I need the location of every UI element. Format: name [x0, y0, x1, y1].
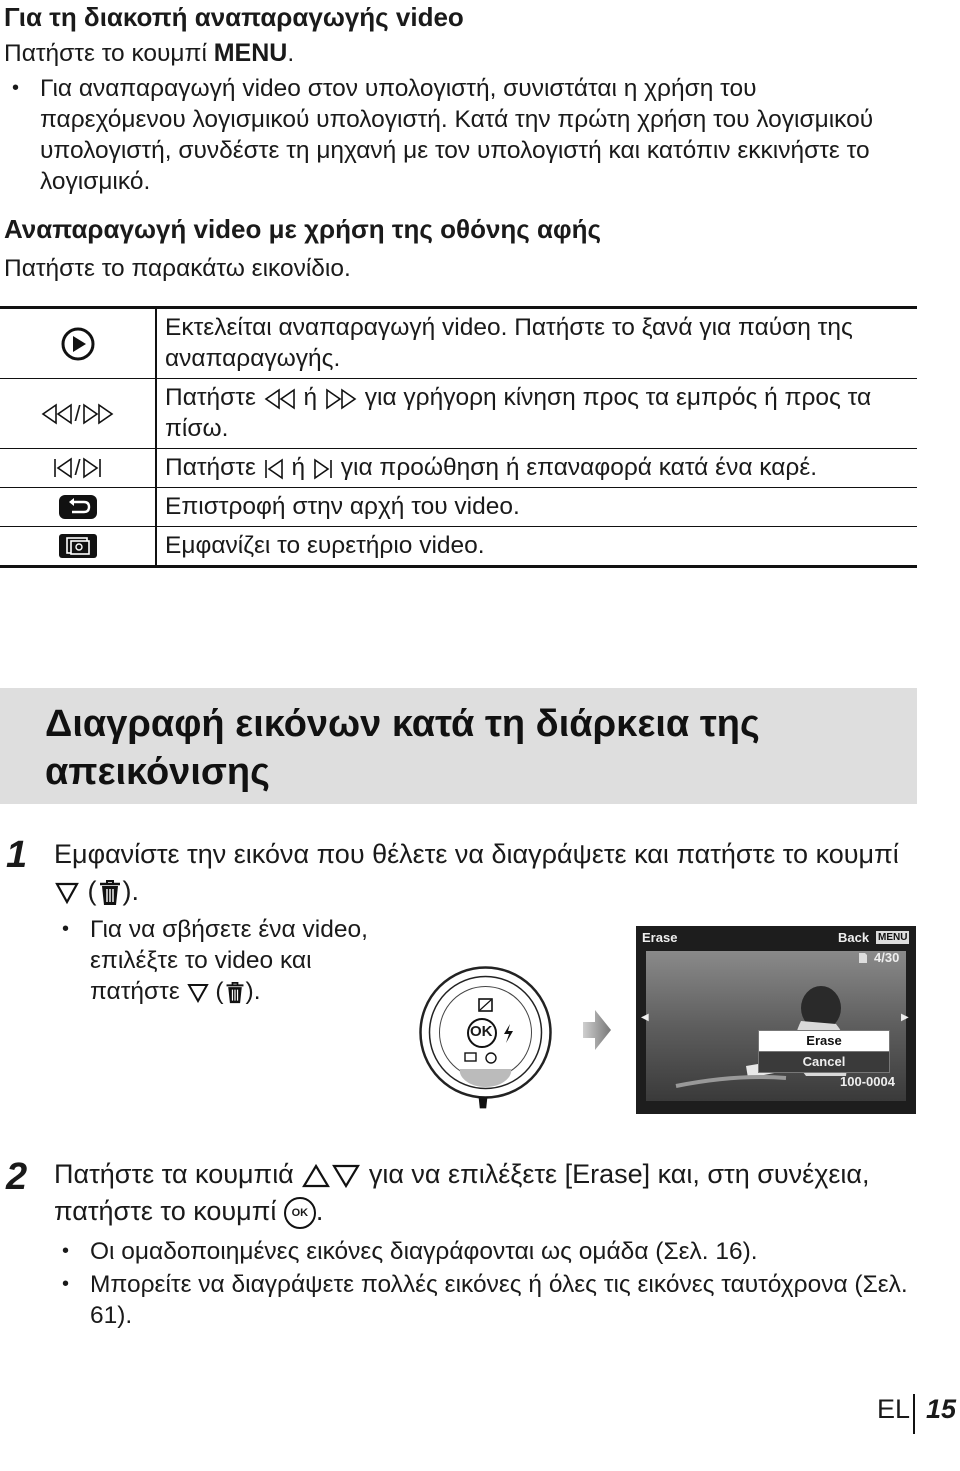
step-2-text-part: .: [315, 1196, 324, 1226]
section-title: Διαγραφή εικόνων κατά τη διάρκεια της απεικόνισης: [45, 703, 760, 793]
lcd-file-number: 100-0004: [840, 1074, 895, 1089]
ok-icon: OK: [284, 1197, 316, 1229]
trash-icon: [97, 878, 123, 908]
lcd-counter: 4/30: [874, 950, 900, 965]
stop-bullets: [4, 73, 904, 197]
frame-forward-icon: [312, 458, 334, 480]
table-row: [0, 526, 917, 565]
arrow-right-icon: [583, 1008, 611, 1052]
step-2-text-part: Πατήστε τα κουμπιά: [54, 1159, 302, 1189]
table-row: [0, 487, 917, 526]
bullet-text-part: (: [208, 978, 224, 1005]
step-1-text: [54, 836, 924, 910]
bullet-text-part: Για να σβήσετε ένα video, επιλέξτε το video και πατήστε: [90, 916, 368, 1005]
lcd-erase-menu: [758, 1030, 890, 1073]
table-icon-cell: [0, 379, 157, 448]
footer-divider: [913, 1394, 915, 1434]
touch-controls-table: [0, 306, 917, 568]
stop-instruction-prefix: Πατήστε το κουμπί: [4, 40, 214, 67]
lcd-menu-cancel[interactable]: Cancel: [758, 1052, 890, 1073]
fast-forward-icon: [324, 388, 358, 410]
table-row: [0, 309, 917, 378]
touch-intro: Πατήστε το παρακάτω εικονίδιο.: [4, 255, 351, 282]
table-icon-cell: [0, 309, 157, 378]
table-row: [0, 448, 917, 487]
list-item: [54, 914, 399, 1007]
table-row-text: Εμφανίζει το ευρετήριο video.: [165, 532, 485, 559]
stop-instruction: [4, 38, 294, 69]
icon-separator: /: [74, 455, 81, 480]
table-row-text: Εκτελείται αναπαραγωγή video. Πατήστε το ξανά για παύση της αναπαραγωγής.: [165, 314, 853, 372]
step-1-text-part: (: [80, 876, 97, 906]
table-row-text: [157, 449, 917, 487]
table-row-text: [157, 379, 917, 448]
lcd-back-label: Back: [838, 930, 870, 945]
step-2-text: [54, 1156, 914, 1230]
row-text-part: ή: [296, 384, 324, 411]
lcd-title: Erase: [642, 930, 678, 945]
step-2-number: 2: [6, 1156, 28, 1198]
list-item: • Οι ομαδοποιημένες εικόνες διαγράφονται ως ομάδα (Σελ. 16).: [54, 1236, 914, 1267]
camera-dial: [418, 965, 553, 1100]
touch-heading: Αναπαραγωγή video με χρήση της οθόνης αφής: [4, 214, 602, 244]
icon-separator: /: [74, 400, 81, 426]
frame-back-icon: [263, 458, 285, 480]
play-icon: [61, 327, 95, 361]
footer-language: EL: [877, 1394, 911, 1424]
step-2-bullets: [54, 1236, 914, 1331]
frame-step-icon: [52, 455, 102, 481]
page-number: 15: [926, 1394, 957, 1424]
card-icon: [858, 952, 868, 964]
table-row-text: Επιστροφή στην αρχή του video.: [165, 493, 520, 520]
step-1-text-part: ).: [122, 876, 139, 906]
return-icon: [58, 494, 98, 520]
down-arrow-icon: [331, 1163, 361, 1189]
row-text-part: Πατήστε: [165, 454, 263, 481]
bullet-text-part: ).: [245, 978, 261, 1005]
step-1-text-part: Εμφανίστε την εικόνα που θέλετε να διαγράψετε και πατήστε το κουμπί: [54, 839, 899, 869]
table-row: [0, 378, 917, 448]
camera-lcd-screen: [636, 926, 916, 1114]
stop-heading: Για τη διακοπή αναπαραγωγής video: [4, 2, 464, 32]
lcd-menu-key: MENU: [878, 932, 908, 943]
row-text-part: για προώθηση ή επαναφορά κατά ένα καρέ.: [333, 454, 818, 481]
menu-key-label: MENU: [213, 39, 288, 67]
step-1-number: 1: [6, 834, 28, 876]
row-text-part: για γρήγορη κίνηση προς τα εμπρός ή προς τα πίσω.: [165, 384, 872, 442]
table-icon-cell: [0, 449, 157, 487]
lcd-menu-erase[interactable]: Erase: [758, 1030, 890, 1052]
fast-rewind-forward-icon: [40, 401, 114, 427]
down-arrow-icon: [187, 983, 209, 1003]
down-arrow-icon: [54, 881, 80, 905]
row-text-part: Πατήστε: [165, 384, 263, 411]
table-icon-cell: [0, 488, 157, 526]
stop-bullet: • Για αναπαραγωγή video στον υπολογιστή, συνιστάται η χρήση του παρεχόμενου λογισμικού υπολογιστή. Κατά την πρώτη χρήση του λογισμικού υπολογιστή, συνδέστε τη μηχανή με τον υπολογιστή και κατόπιν εκκινήστε το λογισμικό.: [4, 73, 904, 197]
ok-button-label: OK: [470, 1023, 493, 1040]
trash-icon: [476, 1094, 490, 1110]
trash-icon: [224, 980, 246, 1006]
stop-instruction-suffix: .: [287, 40, 295, 67]
step-2-text-part: για να επιλέξετε [Erase] και, στη συνέχεια, πατήστε το κουμπί: [54, 1159, 870, 1226]
row-text-part: ή: [284, 454, 312, 481]
lcd-prev-arrow-icon[interactable]: ◀: [641, 1012, 649, 1023]
table-icon-cell: [0, 527, 157, 565]
up-arrow-icon: [301, 1163, 331, 1189]
lcd-next-arrow-icon[interactable]: ▶: [901, 1012, 909, 1023]
step-1-bullets: [54, 914, 399, 1007]
fast-rewind-icon: [263, 388, 297, 410]
list-item: • Μπορείτε να διαγράψετε πολλές εικόνες ή όλες τις εικόνες ταυτόχρονα (Σελ. 61).: [54, 1269, 914, 1331]
index-icon: [58, 533, 98, 559]
section-header: [0, 688, 917, 804]
